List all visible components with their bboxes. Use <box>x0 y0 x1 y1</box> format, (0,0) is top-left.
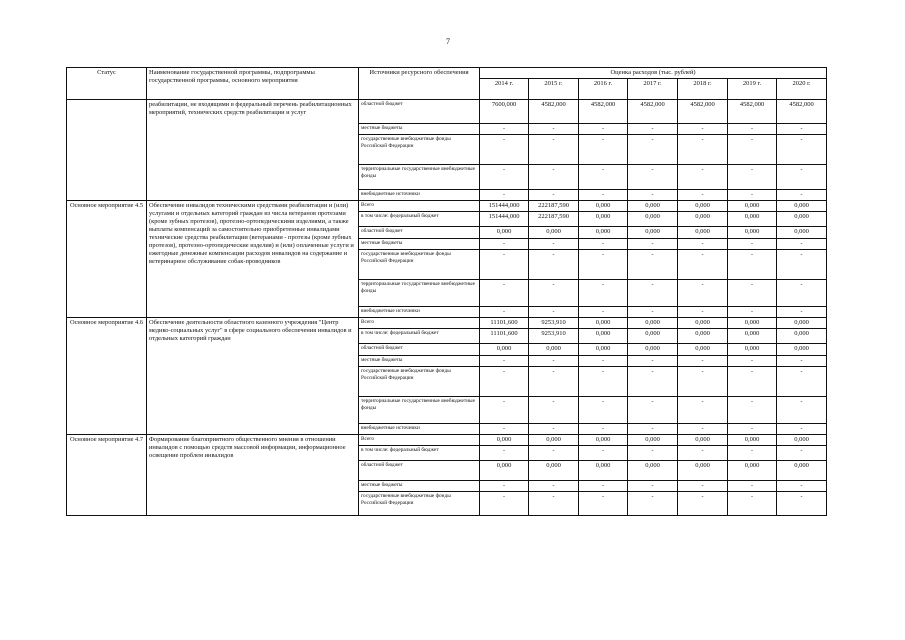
expense-value: - <box>480 280 529 307</box>
funding-source: территориальные государственные внебюджетные фонды <box>359 280 480 307</box>
expense-value: - <box>628 250 678 280</box>
expense-value: - <box>628 307 678 318</box>
expense-value: 222187,590 <box>529 201 579 212</box>
expense-value: 0,000 <box>628 201 678 212</box>
expense-value: - <box>529 280 579 307</box>
expense-value: - <box>777 135 827 165</box>
activity-status: Основное мероприятие 4.5 <box>67 201 147 318</box>
expense-value: - <box>728 367 777 397</box>
expense-value: 0,000 <box>628 344 678 356</box>
expense-value: - <box>480 307 529 318</box>
expense-value: 0,000 <box>579 435 628 446</box>
expense-value: - <box>628 135 678 165</box>
expense-value: 0,000 <box>728 461 777 481</box>
expense-value: - <box>728 307 777 318</box>
header-year: 2016 г. <box>579 79 628 100</box>
expense-value: - <box>728 280 777 307</box>
funding-source: областной бюджет <box>359 227 480 239</box>
expense-value: - <box>628 190 678 201</box>
header-year: 2017 г. <box>628 79 678 100</box>
expense-value: 0,000 <box>480 461 529 481</box>
expense-value: - <box>529 397 579 424</box>
table-header <box>67 68 827 100</box>
expense-value: - <box>480 492 529 516</box>
expense-value: - <box>579 135 628 165</box>
expense-value: - <box>678 124 728 135</box>
header-estimate: Оценка расходов (тыс. рублей) <box>480 68 827 79</box>
expense-value: 0,000 <box>480 344 529 356</box>
expense-value: 0,000 <box>628 227 678 239</box>
expense-value: - <box>728 124 777 135</box>
expense-value: 0,000 <box>777 227 827 239</box>
funding-source: государственные внебюджетные фонды Российской Федерации <box>359 135 480 165</box>
expense-value: 4582,000 <box>529 100 579 124</box>
expense-value: 4582,000 <box>728 100 777 124</box>
expense-value: 0,000 <box>529 344 579 356</box>
expense-value: - <box>628 239 678 250</box>
expense-value: - <box>678 367 728 397</box>
expense-value: 0,000 <box>678 329 728 344</box>
expense-value: - <box>579 481 628 492</box>
funding-source: Всего <box>359 201 480 212</box>
expense-value: - <box>529 135 579 165</box>
expense-value: - <box>480 239 529 250</box>
expense-value: - <box>529 250 579 280</box>
expense-value: 0,000 <box>777 344 827 356</box>
resource-table <box>66 67 827 516</box>
expense-value: 0,000 <box>777 212 827 227</box>
header-year: 2020 г. <box>777 79 827 100</box>
expense-value: - <box>678 356 728 367</box>
expense-value: - <box>529 124 579 135</box>
funding-source: территориальные государственные внебюджетные фонды <box>359 165 480 190</box>
expense-value: - <box>777 481 827 492</box>
expense-value: - <box>678 397 728 424</box>
funding-source: местные бюджеты <box>359 481 480 492</box>
expense-value: 0,000 <box>480 227 529 239</box>
expense-value: 0,000 <box>579 227 628 239</box>
funding-source: местные бюджеты <box>359 356 480 367</box>
expense-value: - <box>529 239 579 250</box>
expense-value: - <box>480 397 529 424</box>
header-year: 2015 г. <box>529 79 579 100</box>
funding-source: внебюджетные источники <box>359 307 480 318</box>
expense-value: - <box>579 424 628 435</box>
expense-value: - <box>480 250 529 280</box>
expense-value: - <box>678 492 728 516</box>
expense-value: - <box>728 135 777 165</box>
funding-source: Всего <box>359 435 480 446</box>
expense-value: 4582,000 <box>678 100 728 124</box>
expense-value: - <box>728 165 777 190</box>
activity-status <box>67 100 147 201</box>
expense-value: 0,000 <box>579 461 628 481</box>
expense-value: 0,000 <box>728 344 777 356</box>
expense-value: 4582,000 <box>628 100 678 124</box>
expense-value: - <box>678 135 728 165</box>
expense-value: - <box>777 307 827 318</box>
expense-value: - <box>579 250 628 280</box>
expense-value: 4582,000 <box>579 100 628 124</box>
funding-source: областной бюджет <box>359 461 480 481</box>
expense-value: - <box>579 124 628 135</box>
expense-value: - <box>529 424 579 435</box>
expense-value: 151444,000 <box>480 212 529 227</box>
funding-source: областной бюджет <box>359 100 480 124</box>
expense-value: - <box>777 124 827 135</box>
expense-value: - <box>678 165 728 190</box>
expense-value: 0,000 <box>579 344 628 356</box>
expense-value: - <box>529 492 579 516</box>
expense-value: 0,000 <box>728 212 777 227</box>
expense-value: - <box>777 356 827 367</box>
expense-value: - <box>480 190 529 201</box>
expense-value: 0,000 <box>579 212 628 227</box>
expense-value: 0,000 <box>728 435 777 446</box>
expense-value: 0,000 <box>777 318 827 329</box>
funding-source: внебюджетные источники <box>359 190 480 201</box>
expense-value: 0,000 <box>628 329 678 344</box>
expense-value: - <box>728 446 777 461</box>
expense-value: - <box>628 492 678 516</box>
table-body <box>67 100 827 516</box>
expense-value: - <box>529 367 579 397</box>
funding-source: Всего <box>359 318 480 329</box>
expense-value: 0,000 <box>728 227 777 239</box>
expense-value: 0,000 <box>678 201 728 212</box>
header-sources: Источники ресурсного обеспечения <box>359 68 480 100</box>
expense-value: - <box>628 356 678 367</box>
expense-value: - <box>579 165 628 190</box>
expense-value: - <box>579 492 628 516</box>
expense-value: 0,000 <box>579 318 628 329</box>
expense-value: - <box>628 424 678 435</box>
table-row <box>67 201 827 212</box>
page-number: 7 <box>446 37 450 46</box>
activity-status: Основное мероприятие 4.6 <box>67 318 147 435</box>
expense-value: - <box>777 367 827 397</box>
expense-value: - <box>777 446 827 461</box>
funding-source: местные бюджеты <box>359 239 480 250</box>
expense-value: - <box>777 239 827 250</box>
expense-value: - <box>728 190 777 201</box>
expense-value: - <box>777 165 827 190</box>
expense-value: - <box>728 424 777 435</box>
expense-value: - <box>628 446 678 461</box>
funding-source: территориальные государственные внебюджетные фонды <box>359 397 480 424</box>
expense-value: - <box>579 356 628 367</box>
expense-value: - <box>529 165 579 190</box>
expense-value: - <box>728 356 777 367</box>
expense-value: - <box>529 481 579 492</box>
expense-value: 151444,000 <box>480 201 529 212</box>
expense-value: 0,000 <box>579 201 628 212</box>
expense-value: - <box>579 239 628 250</box>
expense-value: 0,000 <box>678 435 728 446</box>
expense-value: - <box>579 367 628 397</box>
expense-value: 0,000 <box>777 329 827 344</box>
expense-value: - <box>777 492 827 516</box>
expense-value: - <box>678 190 728 201</box>
expense-value: 0,000 <box>777 461 827 481</box>
expense-value: - <box>777 424 827 435</box>
expense-value: - <box>678 481 728 492</box>
expense-value: 0,000 <box>529 227 579 239</box>
expense-value: - <box>529 356 579 367</box>
funding-source: государственные внебюджетные фонды Российской Федерации <box>359 492 480 516</box>
expense-value: - <box>480 165 529 190</box>
funding-source: государственные внебюджетные фонды Российской Федерации <box>359 367 480 397</box>
funding-source: в том числе: федеральный бюджет <box>359 212 480 227</box>
expense-value: - <box>728 397 777 424</box>
expense-value: 0,000 <box>628 212 678 227</box>
expense-value: - <box>480 446 529 461</box>
expense-value: - <box>579 307 628 318</box>
expense-value: 0,000 <box>628 318 678 329</box>
expense-value: - <box>777 280 827 307</box>
expense-value: 0,000 <box>678 227 728 239</box>
expense-value: - <box>579 397 628 424</box>
table-row <box>67 318 827 329</box>
funding-source: областной бюджет <box>359 344 480 356</box>
expense-value: - <box>628 165 678 190</box>
expense-value: 4582,000 <box>777 100 827 124</box>
activity-name: Формирование благоприятного общественного мнения в отношении инвалидов с помощью средств массовой информации, информационное освещение проблем инвалидов <box>147 435 359 516</box>
expense-value: 7600,000 <box>480 100 529 124</box>
expense-value: 9253,910 <box>529 329 579 344</box>
expense-value: 0,000 <box>777 201 827 212</box>
expense-value: - <box>480 135 529 165</box>
expense-value: - <box>480 356 529 367</box>
expense-value: - <box>777 190 827 201</box>
activity-name: Обеспечение деятельности областного казенного учреждения "Центр медико-социальных услуг" в сфере социального обеспечения инвалидов и отдельных категорий граждан <box>147 318 359 435</box>
header-name: Наименование государственной программы, подпрограммы государственной программы, основного мероприятия <box>147 68 359 100</box>
expense-value: 0,000 <box>529 435 579 446</box>
funding-source: внебюджетные источники <box>359 424 480 435</box>
expense-value: - <box>579 280 628 307</box>
expense-value: - <box>628 481 678 492</box>
expense-value: 0,000 <box>579 329 628 344</box>
expense-value: 0,000 <box>728 329 777 344</box>
expense-value: - <box>628 397 678 424</box>
expense-value: - <box>579 190 628 201</box>
expense-value: - <box>678 250 728 280</box>
expense-value: - <box>728 492 777 516</box>
expense-value: 0,000 <box>678 461 728 481</box>
expense-value: 0,000 <box>480 435 529 446</box>
expense-value: - <box>480 367 529 397</box>
expense-value: 0,000 <box>678 344 728 356</box>
header-year: 2019 г. <box>728 79 777 100</box>
expense-value: - <box>529 190 579 201</box>
expense-value: - <box>728 481 777 492</box>
expense-value: - <box>529 307 579 318</box>
header-year: 2018 г. <box>678 79 728 100</box>
expense-value: - <box>777 250 827 280</box>
expense-value: 0,000 <box>777 435 827 446</box>
expense-value: 9253,910 <box>529 318 579 329</box>
expense-value: 0,000 <box>678 212 728 227</box>
expense-value: 11101,600 <box>480 329 529 344</box>
expense-value: 0,000 <box>728 318 777 329</box>
expense-value: - <box>678 424 728 435</box>
activity-status: Основное мероприятие 4.7 <box>67 435 147 516</box>
expense-value: 0,000 <box>628 461 678 481</box>
expense-value: 0,000 <box>728 201 777 212</box>
expense-value: - <box>579 446 628 461</box>
expense-value: - <box>480 424 529 435</box>
expense-value: - <box>628 367 678 397</box>
activity-name: реабилитации, не входящими в федеральный перечень реабилитационных мероприятий, технических средств реабилитации и услуг <box>147 100 359 201</box>
expense-value: - <box>777 397 827 424</box>
expense-value: - <box>728 250 777 280</box>
expense-value: 11101,600 <box>480 318 529 329</box>
expense-value: - <box>480 124 529 135</box>
expense-value: - <box>728 239 777 250</box>
expense-value: - <box>678 280 728 307</box>
expense-value: - <box>628 280 678 307</box>
expense-value: - <box>480 481 529 492</box>
expense-value: - <box>678 307 728 318</box>
expense-value: 0,000 <box>529 461 579 481</box>
expense-value: - <box>678 239 728 250</box>
activity-name: Обеспечение инвалидов техническими средствами реабилитации и (или) услугами и отдельных категорий граждан из числа ветеранов протезами (кроме зубных протезов), протезно-ортопедическими изделиями, а также выплаты компенсаций за самостоятельно приобретенные инвалидами технические средства реабилитации (ветеранами - протезы (кроме зубных протезов), протезно-ортопедические изделия) и (или) оплаченные услуги и ежегодные денежные компенсации расходов инвалидов на содержание и ветеринарное обслуживание собак-проводников <box>147 201 359 318</box>
expense-value: 222187,590 <box>529 212 579 227</box>
funding-source: в том числе: федеральный бюджет <box>359 446 480 461</box>
expense-value: 0,000 <box>678 318 728 329</box>
expense-value: 0,000 <box>628 435 678 446</box>
funding-source: государственные внебюджетные фонды Российской Федерации <box>359 250 480 280</box>
header-status: Статус <box>67 68 147 100</box>
header-year: 2014 г. <box>480 79 529 100</box>
expense-value: - <box>628 124 678 135</box>
table-row <box>67 100 827 124</box>
expense-value: - <box>529 446 579 461</box>
funding-source: в том числе: федеральный бюджет <box>359 329 480 344</box>
table-row <box>67 435 827 446</box>
expense-value: - <box>678 446 728 461</box>
funding-source: местные бюджеты <box>359 124 480 135</box>
